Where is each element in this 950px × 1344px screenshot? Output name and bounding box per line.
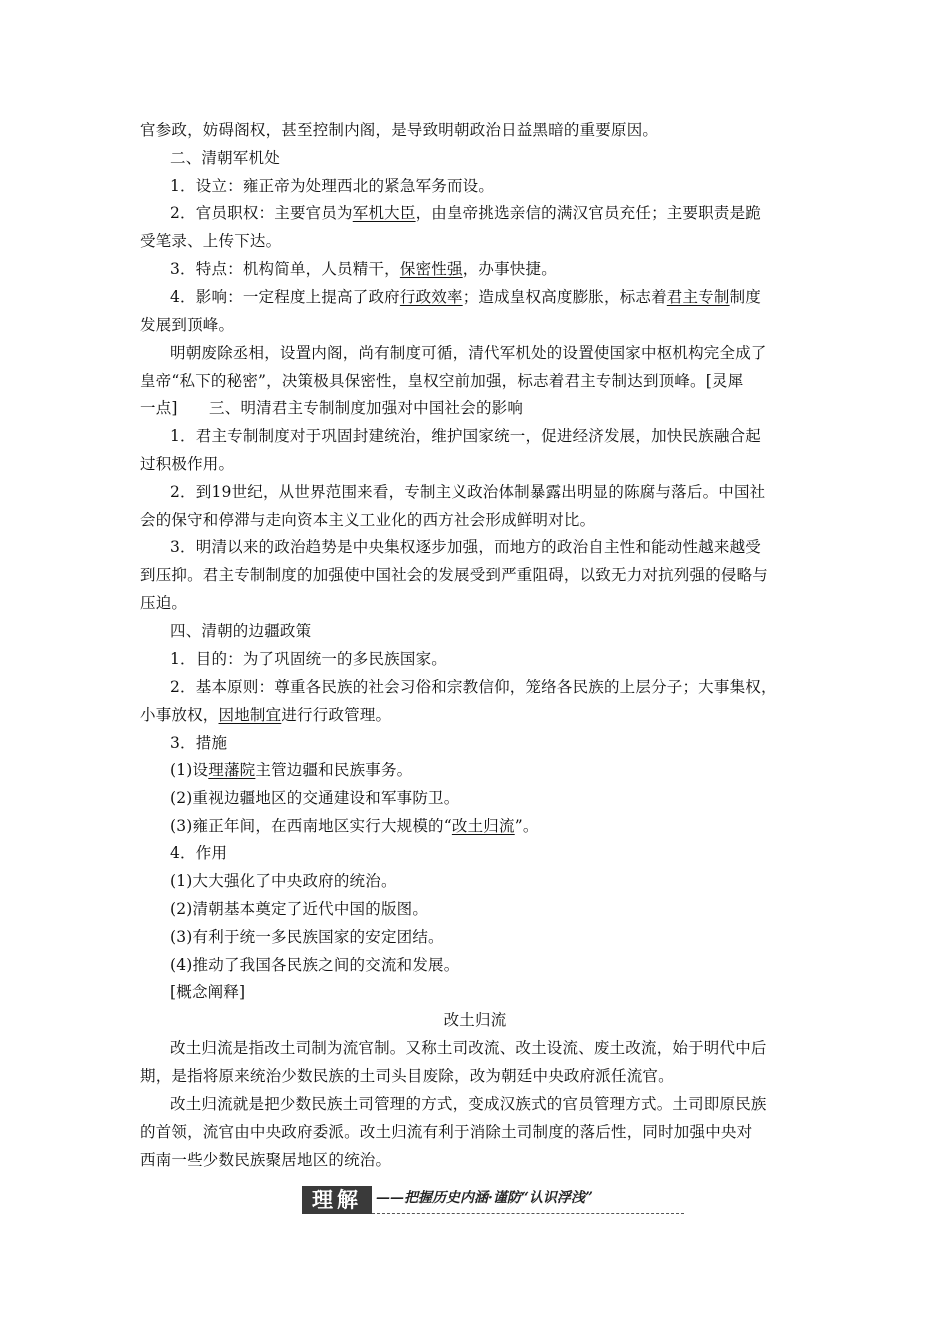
section-banner	[302, 1186, 684, 1218]
text-segment: 西南一些少数民族聚居地区的统治。	[140, 1151, 392, 1169]
text-segment: (2)清朝基本奠定了近代中国的版图。	[170, 900, 429, 918]
body-line	[170, 1038, 767, 1058]
body-line	[170, 649, 447, 669]
text-segment: 一点] 三、明清君主专制制度加强对中国社会的影响	[140, 399, 524, 417]
section-subtitle: ——把握历史内涵·谨防“认识浮浅”	[376, 1190, 593, 1206]
text-segment: 小事放权，	[140, 706, 219, 724]
text-segment: 改土归流就是把少数民族土司管理的方式，变成汉族式的官员管理方式。土司即原民族	[170, 1095, 767, 1113]
body-line	[140, 120, 658, 140]
text-segment: ，由皇帝挑选亲信的满汉官员充任；主要职责是跪	[415, 204, 761, 222]
key-term: 理藩院	[208, 761, 256, 779]
text-segment: 改土归流是指改土司制为流官制。又称土司改流、改土设流、废土改流，始于明代中后	[170, 1039, 767, 1057]
text-segment: 1．目的：为了巩固统一的多民族国家。	[170, 650, 447, 668]
body-line	[170, 259, 557, 279]
body-line	[170, 537, 761, 557]
text-segment: 四、清朝的边疆政策	[170, 622, 312, 640]
body-line	[170, 788, 459, 808]
text-segment: 压迫。	[140, 594, 188, 612]
concept-label	[170, 982, 245, 1002]
text-segment: 3．措施	[170, 734, 228, 752]
body-line	[140, 454, 234, 474]
text-segment: 3．明清以来的政治趋势是中央集权逐步加强，而地方的政治自主性和能动性越来越受	[170, 538, 761, 556]
banner-divider	[372, 1213, 684, 1214]
text-segment: 制度	[729, 288, 762, 306]
body-line	[170, 1094, 767, 1114]
body-line	[170, 203, 761, 223]
concept-title	[0, 1010, 950, 1030]
section-heading	[170, 621, 311, 641]
body-line	[140, 510, 595, 530]
body-line	[140, 593, 187, 613]
key-term: 行政效率	[399, 288, 463, 306]
body-line	[170, 871, 397, 891]
text-segment: 进行行政管理。	[281, 706, 392, 724]
text-segment: 到压抑。君主专制制度的加强使中国社会的发展受到严重阻碍，以致无力对抗列强的侵略与	[140, 566, 769, 584]
text-segment: 期，是指将原来统治少数民族的土司头目废除，改为朝廷中央政府派任流官。	[140, 1067, 674, 1085]
text-segment: 1．君主专制制度对于巩固封建统治，维护国家统一，促进经济发展，加快民族融合起	[170, 427, 761, 445]
key-term: 因地制宜	[218, 706, 282, 724]
body-line	[140, 1066, 674, 1086]
text-segment: 2．基本原则：尊重各民族的社会习俗和宗教信仰，笼络各民族的上层分子；大事集权，	[170, 678, 777, 696]
text-segment: (1)大大强化了中央政府的统治。	[170, 872, 397, 890]
text-segment: 受笔录、上传下达。	[140, 232, 282, 250]
body-line	[140, 231, 281, 251]
body-line	[140, 705, 391, 725]
body-line	[140, 565, 768, 585]
body-line	[170, 816, 539, 836]
section-heading	[170, 148, 280, 168]
text-segment: ；造成皇权高度膨胀，标志着	[462, 288, 667, 306]
key-term: 保密性强	[399, 260, 463, 278]
text-segment: ”。	[514, 817, 539, 835]
text-segment: (1)设	[170, 761, 209, 779]
text-segment: 官参政，妨碍阁权，甚至控制内阁，是导致明朝政治日益黑暗的重要原因。	[140, 121, 659, 139]
body-line	[140, 1122, 752, 1142]
text-segment: 4．影响：一定程度上提高了政府	[170, 288, 400, 306]
body-line	[170, 482, 765, 502]
body-line	[170, 899, 428, 919]
text-segment: 二、清朝军机处	[170, 149, 280, 167]
section-heading	[140, 398, 523, 418]
text-segment: (3)有利于统一多民族国家的安定团结。	[170, 928, 444, 946]
body-line	[140, 315, 234, 335]
body-line	[140, 1150, 391, 1170]
body-line	[170, 426, 761, 446]
text-segment: 明朝废除丞相，设置内阁，尚有制度可循，清代军机处的设置使国家中枢机构完全成了	[170, 344, 767, 362]
text-segment: (3)雍正年间，在西南地区实行大规模的“	[170, 817, 452, 835]
body-line	[170, 927, 444, 947]
text-segment: [概念阐释]	[170, 983, 246, 1001]
text-segment: 发展到顶峰。	[140, 316, 235, 334]
text-segment: 的首领，流官由中央政府委派。改土归流有利于消除土司制度的落后性，同时加强中央对	[140, 1123, 753, 1141]
body-line	[170, 955, 459, 975]
text-segment: 过积极作用。	[140, 455, 235, 473]
text-segment: 皇帝“私下的秘密”，决策极具保密性，皇权空前加强，标志着君主专制达到顶峰。[灵犀	[140, 372, 744, 390]
text-segment: 主管边疆和民族事务。	[255, 761, 413, 779]
body-line	[170, 677, 777, 697]
text-segment: 1．设立：雍正帝为处理西北的紧急军务而设。	[170, 177, 495, 195]
text-segment: 2．官员职权：主要官员为	[170, 204, 353, 222]
body-line	[170, 733, 227, 753]
section-badge: 理解	[302, 1186, 372, 1214]
body-line	[170, 287, 761, 307]
key-term: 军机大臣	[352, 204, 416, 222]
text-segment: 改土归流	[443, 1011, 507, 1029]
text-segment: 3．特点：机构简单，人员精干，	[170, 260, 400, 278]
body-line	[170, 760, 412, 780]
body-line	[170, 176, 494, 196]
text-segment: (2)重视边疆地区的交通建设和军事防卫。	[170, 789, 460, 807]
text-segment: 会的保守和停滞与走向资本主义工业化的西方社会形成鲜明对比。	[140, 511, 596, 529]
body-line	[170, 343, 767, 363]
text-segment: 4．作用	[170, 844, 228, 862]
text-segment: (4)推动了我国各民族之间的交流和发展。	[170, 956, 460, 974]
body-line	[140, 371, 743, 391]
body-line	[170, 843, 227, 863]
text-segment: 2．到19世纪，从世界范围来看，专制主义政治体制暴露出明显的陈腐与落后。中国社	[170, 483, 766, 501]
key-term: 君主专制	[666, 288, 730, 306]
key-term: 改土归流	[451, 817, 515, 835]
text-segment: ，办事快捷。	[462, 260, 557, 278]
